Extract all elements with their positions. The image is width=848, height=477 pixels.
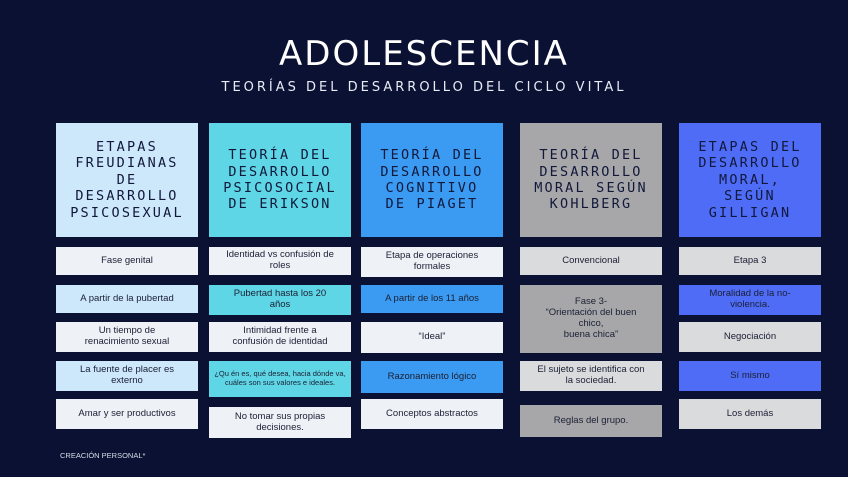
piaget-cell-3: “Ideal” [361,322,503,353]
freud-cell-4: La fuente de placer es externo [56,361,198,391]
erikson-cell-5: No tomar sus propias decisiones. [209,407,351,438]
column-header-erikson: TEORÍA DEL DESARROLLO PSICOSOCIAL DE ERIKSON [209,123,351,237]
column-header-gilligan: ETAPAS DEL DESARROLLO MORAL, SEGÚN GILLIGAN [679,123,821,237]
kohlberg-cell-3: El sujeto se identifica con la sociedad. [520,361,662,391]
gilligan-cell-1: Etapa 3 [679,247,821,275]
piaget-cell-1: Etapa de operaciones formales [361,247,503,277]
page-title: ADOLESCENCIA [279,34,569,74]
column-header-freud: ETAPAS FREUDIANAS DE DESARROLLO PSICOSEXUAL [56,123,198,237]
piaget-cell-5: Conceptos abstractos [361,399,503,429]
freud-cell-2: A partir de la pubertad [56,285,198,313]
gilligan-cell-4: Sí mismo [679,361,821,391]
piaget-cell-2: A partir de los 11 años [361,285,503,313]
kohlberg-cell-2: Fase 3- “Orientación del buen chico, buena chica” [520,285,662,353]
freud-cell-5: Amar y ser productivos [56,399,198,429]
gilligan-cell-5: Los demás [679,399,821,429]
freud-cell-3: Un tiempo de renacimiento sexual [56,322,198,352]
piaget-cell-4: Razonamiento lógico [361,361,503,393]
erikson-cell-2: Pubertad hasta los 20 años [209,285,351,315]
kohlberg-cell-1: Convencional [520,247,662,275]
gilligan-cell-2: Moralidad de la no- violencia. [679,285,821,315]
freud-cell-1: Fase genital [56,247,198,275]
footer-credit: CREACIÓN PERSONAL* [60,451,146,460]
erikson-cell-3: Intimidad frente a confusión de identidad [209,322,351,352]
page-subtitle: TEORÍAS DEL DESARROLLO DEL CICLO VITAL [221,80,627,95]
erikson-cell-1: Identidad vs confusión de roles [209,247,351,275]
column-header-kohlberg: TEORÍA DEL DESARROLLO MORAL SEGÚN KOHLBERG [520,123,662,237]
kohlberg-cell-4: Reglas del grupo. [520,405,662,437]
erikson-cell-4: ¿Qu én es, qué desea, hacia dónde va, cuáles son sus valores e ideales. [209,361,351,397]
gilligan-cell-3: Negociación [679,322,821,352]
column-header-piaget: TEORÍA DEL DESARROLLO COGNITIVO DE PIAGET [361,123,503,237]
